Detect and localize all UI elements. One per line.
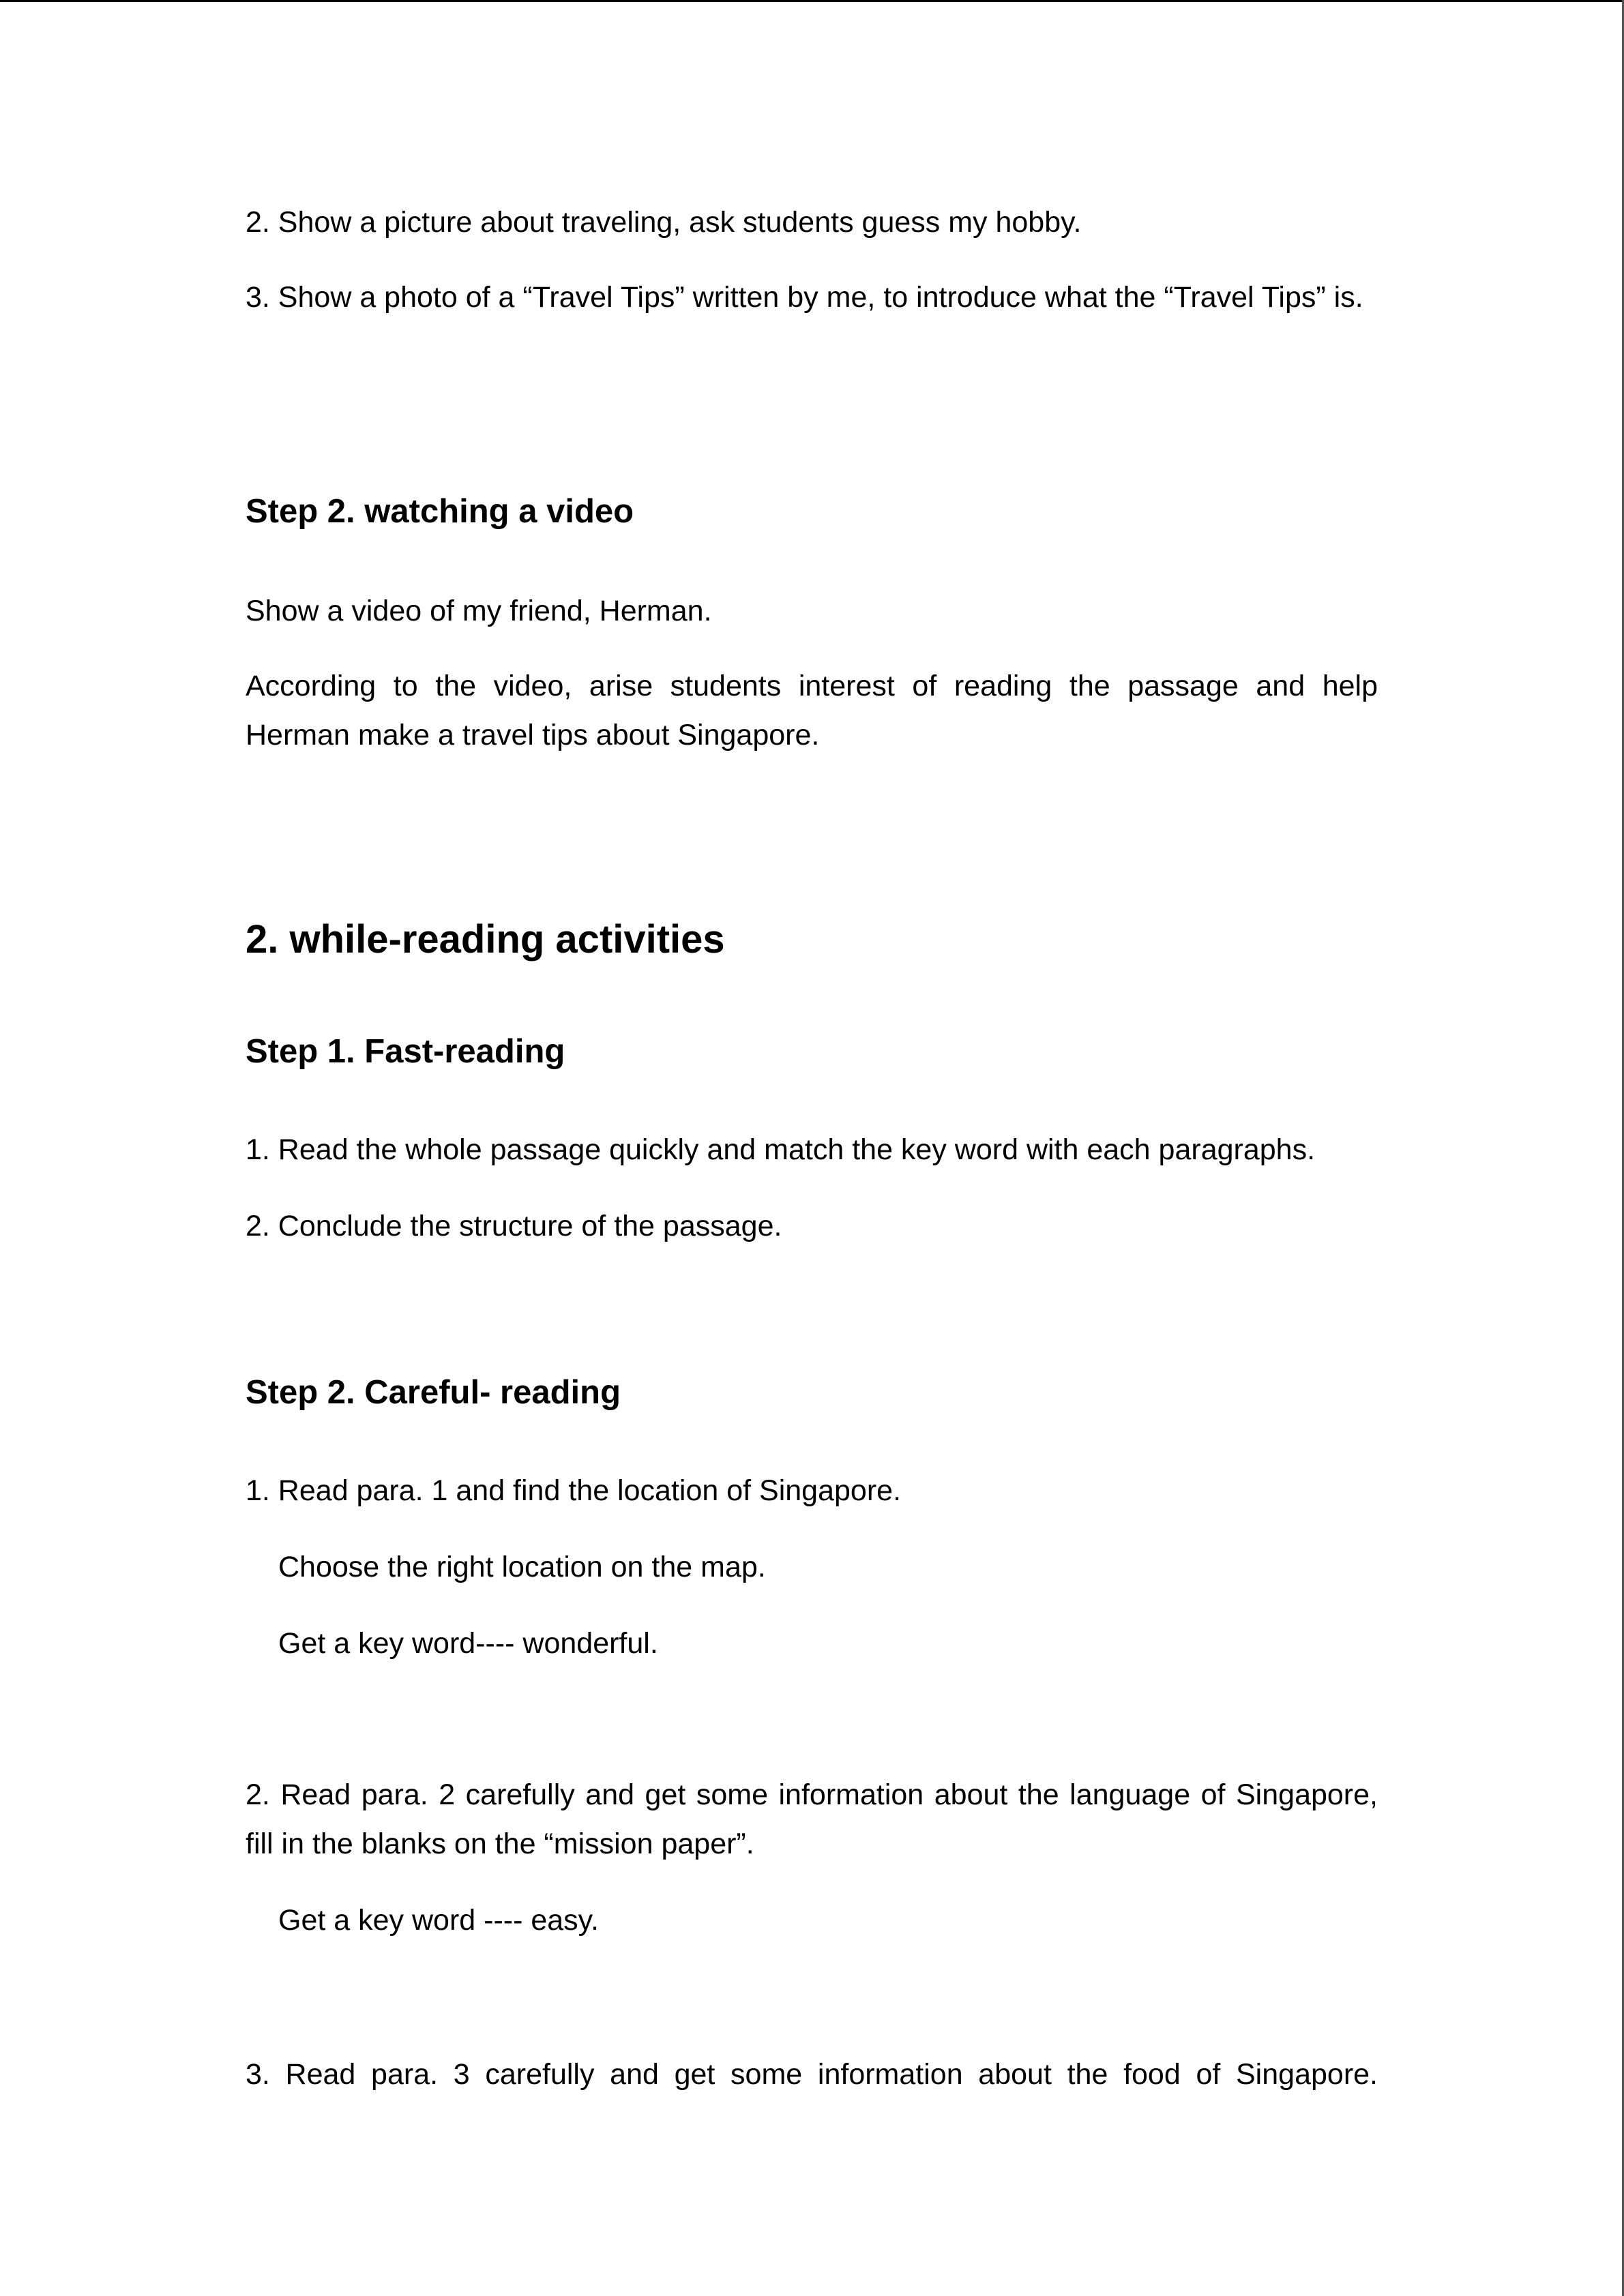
- video-paragraph-1: Show a video of my friend, Herman.: [246, 595, 712, 627]
- careful-reading-item-2-sub-a: Get a key word ---- easy.: [278, 1904, 599, 1937]
- video-paragraph-2: According to the video, arise students interest of reading the passage and help Herman make a travel tips about Singapore.: [246, 670, 1378, 751]
- careful-reading-item-1: 1. Read para. 1 and find the location of Singapore.: [246, 1474, 902, 1507]
- intro-item-3: 3. Show a photo of a “Travel Tips” written by me, to introduce what the “Travel Tips” is.: [246, 281, 1363, 314]
- fast-reading-item-1: 1. Read the whole passage quickly and match the key word with each paragraphs.: [246, 1133, 1316, 1166]
- page-top-edge: [0, 0, 1624, 2]
- fast-reading-item-2: 2. Conclude the structure of the passage.: [246, 1210, 782, 1242]
- step2-video-heading: Step 2. watching a video: [246, 493, 634, 530]
- section-2-heading: 2. while-reading activities: [246, 917, 725, 961]
- careful-reading-item-3: 3. Read para. 3 carefully and get some information about the food of Singapore.: [246, 2058, 1378, 2091]
- careful-reading-item-1-sub-a: Choose the right location on the map.: [278, 1551, 766, 1583]
- careful-reading-heading: Step 2. Careful- reading: [246, 1374, 621, 1411]
- intro-item-2: 2. Show a picture about traveling, ask students guess my hobby.: [246, 206, 1082, 239]
- careful-reading-item-2: 2. Read para. 2 carefully and get some information about the language of Singapore, fill in the blanks on the “mission paper”.: [246, 1778, 1378, 1860]
- careful-reading-item-1-sub-b: Get a key word---- wonderful.: [278, 1627, 658, 1660]
- fast-reading-heading: Step 1. Fast-reading: [246, 1033, 565, 1070]
